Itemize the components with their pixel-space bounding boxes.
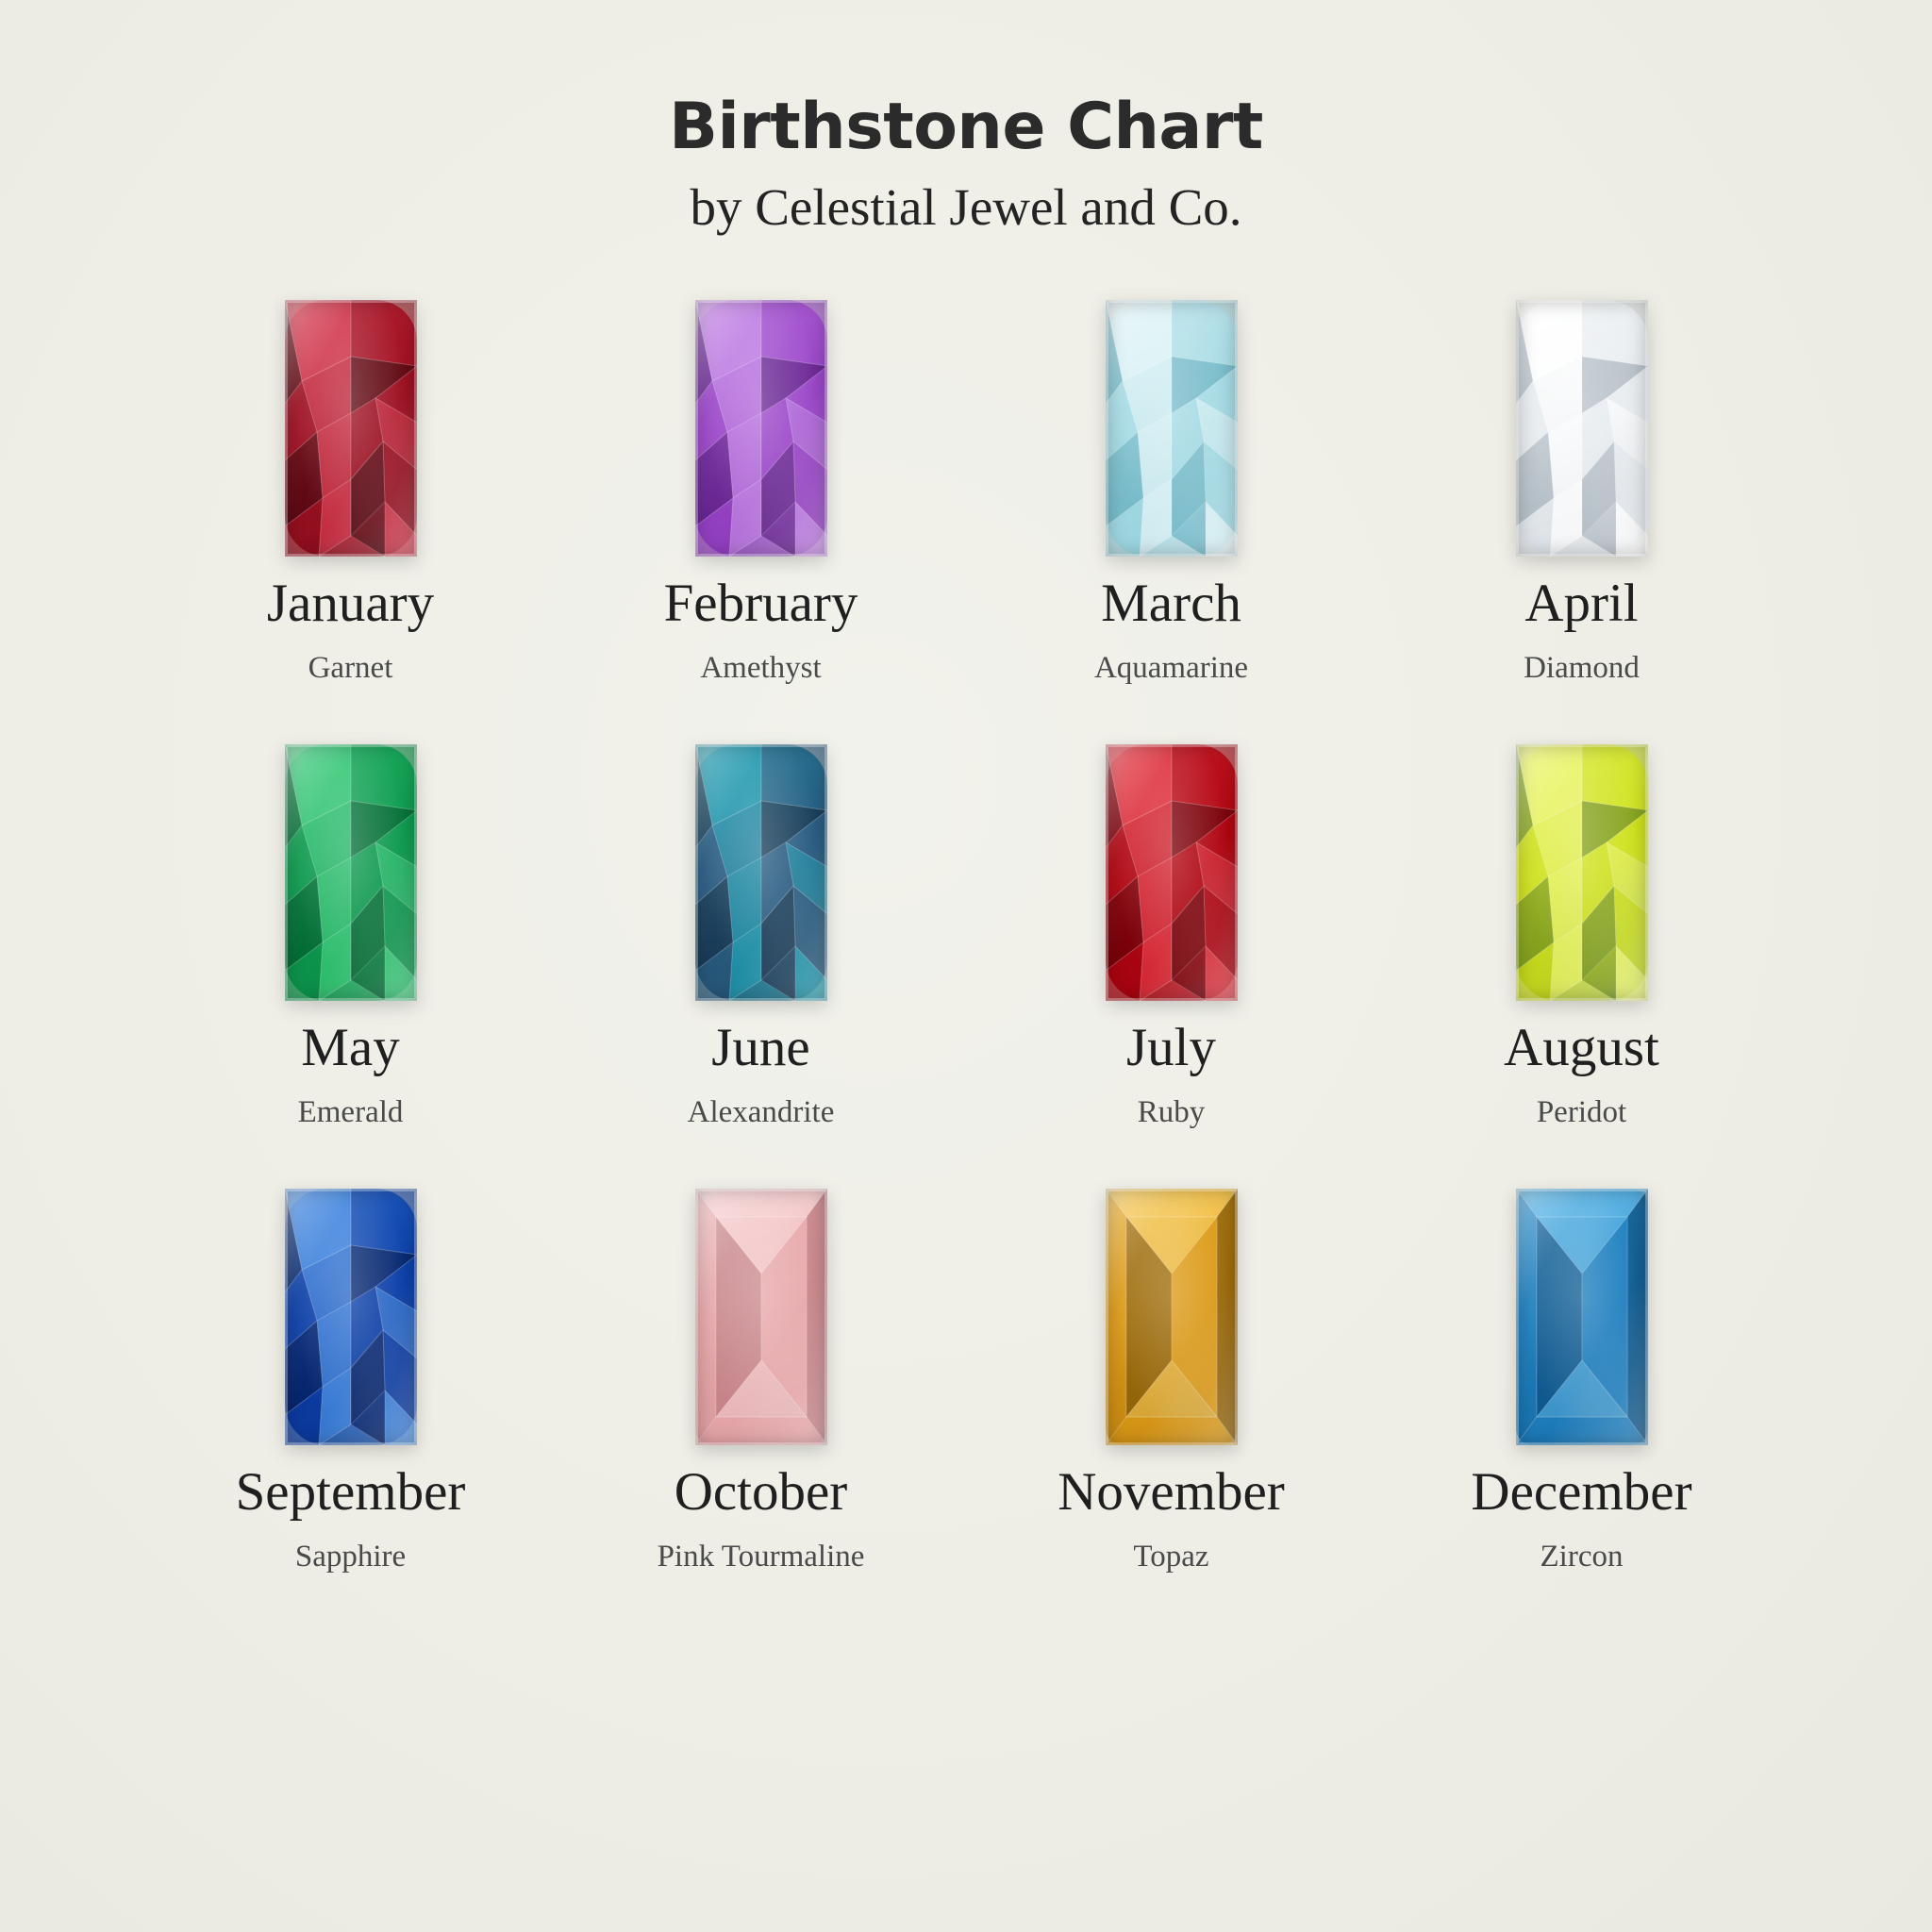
birthstone-cell-january <box>145 291 556 685</box>
gem-wrap-august <box>1516 736 1648 1009</box>
birthstone-cell-july <box>966 736 1376 1129</box>
gem-pink-tourmaline-icon <box>695 1189 827 1445</box>
stone-label: Ruby <box>1137 1095 1206 1130</box>
month-label: January <box>266 574 435 634</box>
gem-facets <box>1106 300 1238 557</box>
gem-facets <box>285 744 417 1001</box>
gem-zircon-icon <box>1516 1189 1648 1445</box>
gem-topaz-icon <box>1106 1189 1238 1445</box>
stone-label: Garnet <box>308 651 393 686</box>
gem-wrap-february <box>695 291 827 565</box>
birthstone-cell-december <box>1376 1180 1787 1574</box>
month-label: August <box>1504 1018 1659 1078</box>
month-label: July <box>1125 1018 1217 1078</box>
gem-facets <box>285 300 417 557</box>
gem-peridot-icon <box>1516 744 1648 1001</box>
gem-wrap-may <box>285 736 417 1009</box>
gem-facets <box>1516 1189 1648 1445</box>
birthstone-cell-february <box>556 291 966 685</box>
stone-label: Emerald <box>297 1095 404 1130</box>
gem-facets <box>1106 744 1238 1001</box>
gem-aquamarine-icon <box>1106 300 1238 557</box>
gem-diamond-icon <box>1516 300 1648 557</box>
gem-amethyst-icon <box>695 300 827 557</box>
stone-label: Sapphire <box>294 1540 407 1574</box>
gem-facets <box>285 1189 417 1445</box>
gem-wrap-september <box>285 1180 417 1454</box>
gem-wrap-june <box>695 736 827 1009</box>
birthstone-cell-april <box>1376 291 1787 685</box>
birthstone-cell-september <box>145 1180 556 1574</box>
stone-label: Topaz <box>1133 1540 1209 1574</box>
gem-ruby-icon <box>1106 744 1238 1001</box>
stone-label: Alexandrite <box>687 1095 835 1130</box>
gem-wrap-january <box>285 291 417 565</box>
birthstone-cell-october <box>556 1180 966 1574</box>
month-label: November <box>1058 1462 1285 1523</box>
month-label: February <box>663 574 858 634</box>
birthstone-cell-march <box>966 291 1376 685</box>
month-label: October <box>674 1462 848 1523</box>
stone-label: Amethyst <box>700 651 822 686</box>
month-label: April <box>1524 574 1639 634</box>
month-label: March <box>1101 574 1241 634</box>
gem-emerald-icon <box>285 744 417 1001</box>
gem-facets <box>1516 744 1648 1001</box>
month-label: September <box>235 1462 466 1523</box>
page-title: Birthstone Chart <box>669 90 1263 164</box>
gem-wrap-november <box>1106 1180 1238 1454</box>
stone-label: Pink Tourmaline <box>657 1540 865 1574</box>
gem-wrap-march <box>1106 291 1238 565</box>
birthstone-grid <box>145 291 1787 1574</box>
gem-wrap-april <box>1516 291 1648 565</box>
gem-facets <box>695 300 827 557</box>
gem-facets <box>695 1189 827 1445</box>
gem-facets <box>1106 1189 1238 1445</box>
month-label: June <box>711 1018 810 1078</box>
birthstone-cell-june <box>556 736 966 1129</box>
gem-sapphire-icon <box>285 1189 417 1445</box>
gem-wrap-october <box>695 1180 827 1454</box>
month-label: May <box>301 1018 400 1078</box>
birthstone-cell-august <box>1376 736 1787 1129</box>
chart-header <box>0 0 1932 237</box>
birthstone-cell-november <box>966 1180 1376 1574</box>
page-subtitle: by Celestial Jewel and Co. <box>690 178 1242 237</box>
gem-facets <box>695 744 827 1001</box>
gem-alexandrite-icon <box>695 744 827 1001</box>
month-label: December <box>1471 1462 1692 1523</box>
stone-label: Zircon <box>1540 1540 1624 1574</box>
stone-label: Peridot <box>1536 1095 1627 1130</box>
gem-garnet-icon <box>285 300 417 557</box>
gem-wrap-december <box>1516 1180 1648 1454</box>
stone-label: Aquamarine <box>1093 651 1249 686</box>
birthstone-cell-may <box>145 736 556 1129</box>
gem-wrap-july <box>1106 736 1238 1009</box>
gem-facets <box>1516 300 1648 557</box>
stone-label: Diamond <box>1524 651 1640 686</box>
